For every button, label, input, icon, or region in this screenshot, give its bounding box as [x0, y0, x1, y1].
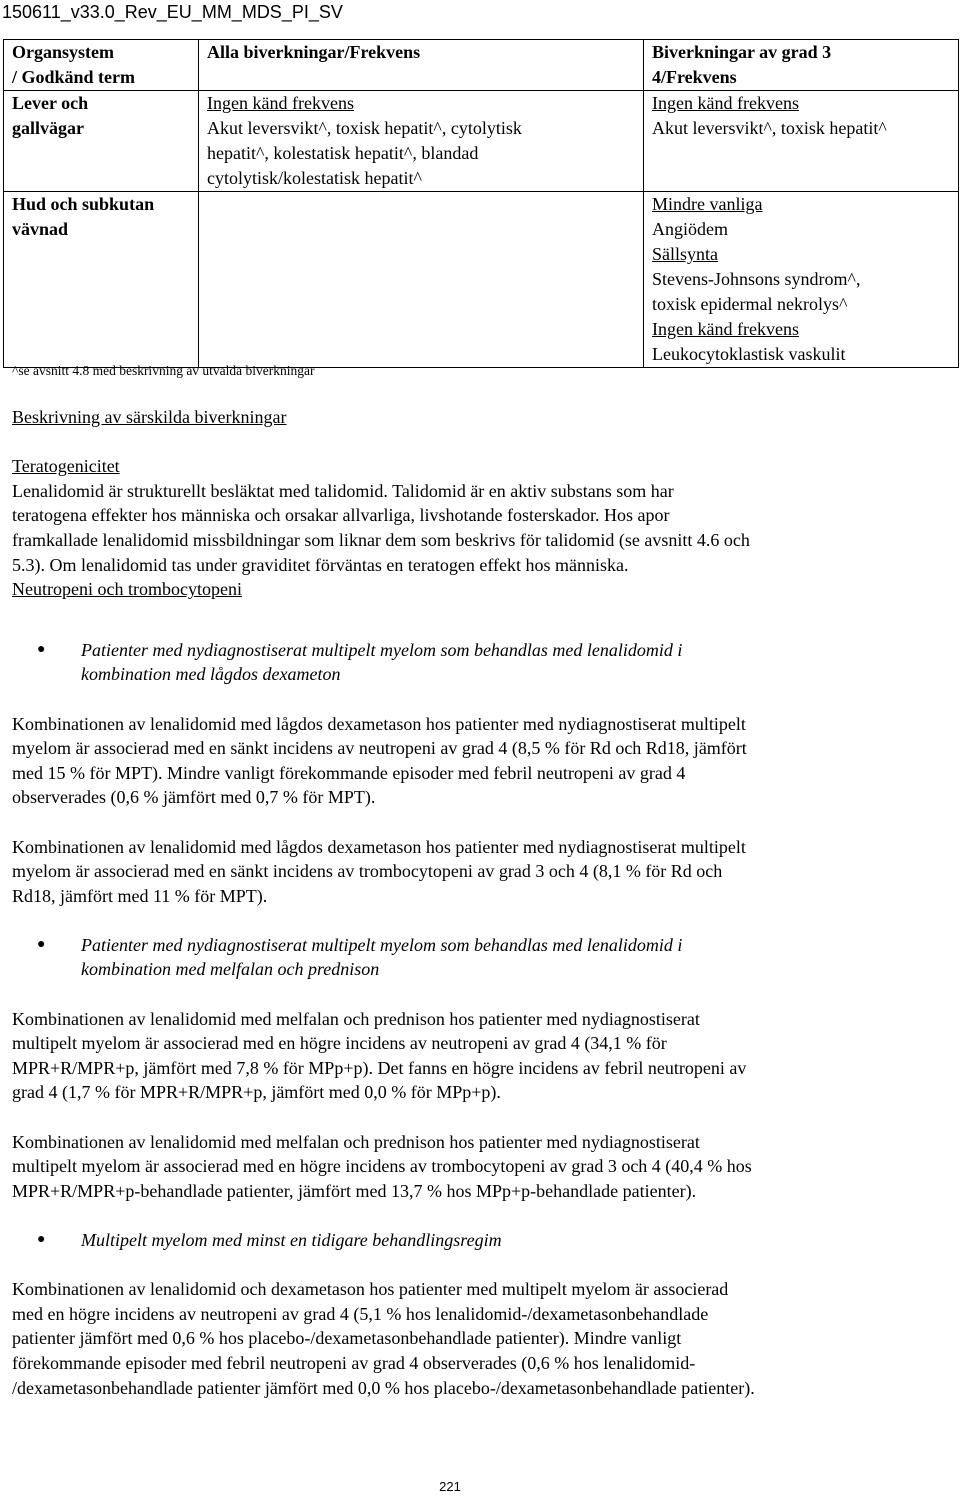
organ-system-label: vävnad: [12, 219, 69, 239]
reaction-text: Akut leversvikt^, toxisk hepatit^: [652, 118, 887, 138]
frequency-label: Sällsynta: [652, 244, 718, 264]
paragraph-line: Kombinationen av lenalidomid med lågdos dexametason hos patienter med nydiagnostiserat multipelt: [12, 713, 746, 734]
bullet-line: Patienter med nydiagnostiserat multipelt myelom som behandlas med lenalidomid i: [81, 934, 683, 955]
paragraph-line: med 15 % för MPT). Mindre vanligt förekommande episoder med febril neutropeni av grad 4: [12, 762, 686, 783]
reaction-text: hepatit^, kolestatisk hepatit^, blandad: [207, 143, 479, 163]
organ-system-cell: [4, 91, 199, 192]
bullet-line: kombination med melfalan och prednison: [81, 959, 380, 980]
paragraph-line: MPR+R/MPR+p, jämfört med 7,8 % för MPp+p). Det fanns en högre incidens av febril neutropeni av: [12, 1057, 747, 1078]
header-cell-organ-system: Organsystem / Godkänd term: [4, 40, 199, 91]
frequency-label: Ingen känd frekvens: [652, 93, 799, 113]
bullet-line: Patienter med nydiagnostiserat multipelt myelom som behandlas med lenalidomid i: [81, 639, 683, 660]
organ-system-label: gallvägar: [12, 118, 84, 138]
header-cell-all-reactions: Alla biverkningar/Frekvens: [199, 40, 644, 91]
paragraph-line: framkallade lenalidomid missbildningar som liknar dem som beskrivs för talidomid (se avsnitt 4.6 och: [12, 529, 750, 550]
paragraph-line: Lenalidomid är strukturellt besläktat med talidomid. Talidomid är en aktiv substans som har: [12, 480, 674, 501]
paragraph-line: Kombinationen av lenalidomid med lågdos dexametason hos patienter med nydiagnostiserat multipelt: [12, 836, 746, 857]
frequency-label: Ingen känd frekvens: [207, 93, 354, 113]
bullet-item: [12, 933, 912, 982]
reaction-text: cytolytisk/kolestatisk hepatit^: [207, 168, 422, 188]
section-heading: Teratogenicitet: [12, 456, 120, 477]
paragraph-line: Kombinationen av lenalidomid med melfalan och prednison hos patienter med nydiagnostiserat: [12, 1008, 700, 1029]
organ-system-label: Lever och: [12, 93, 89, 113]
paragraph-line: med en högre incidens av neutropeni av grad 4 (5,1 % hos lenalidomid-/dexametasonbehandlade: [12, 1303, 709, 1324]
all-reactions-cell: [199, 91, 644, 192]
paragraph: [12, 835, 912, 909]
reaction-text: Angiödem: [652, 219, 728, 239]
paragraph-line: myelom är associerad med en sänkt incidens av trombocytopeni av grad 3 och 4 (8,1 % för Rd och: [12, 861, 723, 882]
all-reactions-cell: [199, 192, 644, 368]
table-body: [4, 91, 959, 368]
bullet-icon: ●: [37, 1232, 46, 1247]
header-cell-grade-3-4: Biverkningar av grad 3 4/Frekvens: [644, 40, 959, 91]
reaction-text: Stevens-Johnsons syndrom^,: [652, 269, 861, 289]
reaction-text: toxisk epidermal nekrolys^: [652, 294, 848, 314]
paragraph-line: grad 4 (1,7 % för MPR+R/MPR+p, jämfört med 0,0 % för MPp+p).: [12, 1082, 501, 1103]
page-number: 221: [439, 1479, 461, 1494]
paragraph-line: /dexametasonbehandlade patienter jämfört med 0,0 % hos placebo-/dexametasonbehandlade patienter).: [12, 1377, 755, 1398]
document-id-header: 150611_v33.0_Rev_EU_MM_MDS_PI_SV: [2, 2, 343, 22]
paragraph: [12, 1007, 912, 1105]
paragraph-line: multipelt myelom är associerad med en högre incidens av trombocytopeni av grad 3 och 4 (40,4 % hos: [12, 1156, 752, 1177]
bullet-line: kombination med lågdos dexameton: [81, 664, 341, 685]
paragraph: [12, 712, 912, 810]
adverse-reactions-table: [3, 39, 959, 368]
reaction-text: Akut leversvikt^, toxisk hepatit^, cytolytisk: [207, 118, 522, 138]
paragraph-line: multipelt myelom är associerad med en högre incidens av neutropeni av grad 4 (34,1 % för: [12, 1033, 667, 1054]
table-row: [4, 192, 959, 368]
grade-3-4-cell: [644, 91, 959, 192]
organ-system-cell: [4, 192, 199, 368]
paragraph-line: teratogena effekter hos människa och orsakar allvarliga, livshotande fosterskador. Hos apor: [12, 505, 670, 526]
table-header-row: [4, 40, 959, 91]
paragraph: [12, 479, 912, 577]
paragraph: [12, 1277, 912, 1400]
paragraph-line: Kombinationen av lenalidomid och dexametason hos patienter med multipelt myelom är associerad: [12, 1279, 729, 1300]
grade-3-4-cell: [644, 192, 959, 368]
paragraph-line: 5.3). Om lenalidomid tas under graviditet förväntas en teratogen effekt hos människa.: [12, 554, 629, 575]
paragraph-line: Rd18, jämfört med 11 % för MPT).: [12, 885, 268, 906]
section-heading: Beskrivning av särskilda biverkningar: [12, 407, 287, 427]
paragraph-line: MPR+R/MPR+p-behandlade patienter, jämfört med 13,7 % hos MPp+p-behandlade patienter).: [12, 1180, 697, 1201]
body-text: [12, 405, 912, 1400]
bullet-item: [12, 1228, 912, 1253]
paragraph-line: myelom är associerad med en sänkt incidens av neutropeni av grad 4 (8,5 % för Rd och Rd18, jämfört: [12, 738, 747, 759]
table-footnote: ^se avsnitt 4.8 med beskrivning av utvalda biverkningar: [12, 363, 315, 378]
bullet-icon: ●: [37, 641, 46, 657]
paragraph-line: patienter jämfört med 0,6 % hos placebo-/dexametasonbehandlade patienter). Mindre vanligt: [12, 1328, 682, 1349]
paragraph-line: observerades (0,6 % jämfört med 0,7 % för MPT).: [12, 787, 376, 808]
bullet-item: [12, 638, 912, 687]
reaction-text: Leukocytoklastisk vaskulit: [652, 344, 846, 364]
organ-system-label: Hud och subkutan: [12, 194, 155, 214]
paragraph-line: Kombinationen av lenalidomid med melfalan och prednison hos patienter med nydiagnostiserat: [12, 1131, 700, 1152]
paragraph: [12, 1130, 912, 1204]
paragraph-line: förekommande episoder med febril neutropeni av grad 4 observerades (0,6 % hos lenalidomid-: [12, 1352, 696, 1373]
bullet-icon: ●: [37, 936, 46, 952]
section-heading: Neutropeni och trombocytopeni: [12, 579, 242, 600]
frequency-label: Ingen känd frekvens: [652, 319, 799, 339]
frequency-label: Mindre vanliga: [652, 194, 763, 214]
bullet-line: Multipelt myelom med minst en tidigare behandlingsregim: [81, 1230, 502, 1250]
table-row: [4, 91, 959, 192]
